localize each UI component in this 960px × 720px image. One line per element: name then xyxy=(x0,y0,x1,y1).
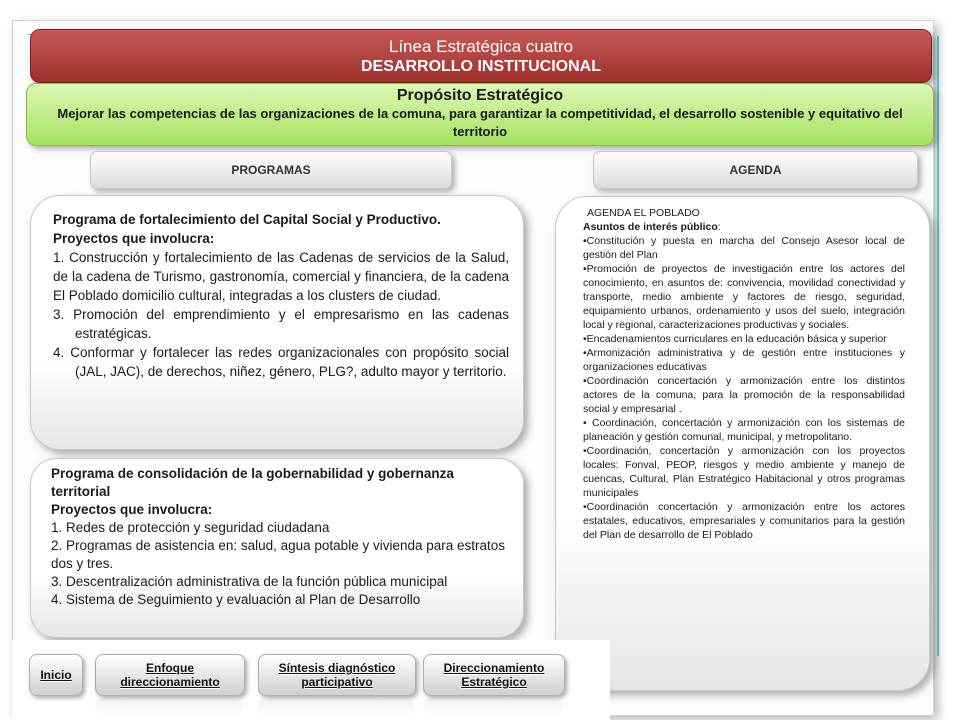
agenda-item: •Encadenamientos curriculares en la educación básica y superior xyxy=(583,333,887,345)
program-subtitle: Proyectos que involucra: xyxy=(51,502,213,517)
nav-inicio-button[interactable] xyxy=(29,654,83,696)
nav-sintesis-label: Síntesis diagnóstico participativo xyxy=(278,661,396,689)
purpose-heading: Propósito Estratégico xyxy=(396,87,564,104)
title-line-2: DESARROLLO INSTITUCIONAL xyxy=(361,58,601,75)
project-item: 3. Promoción del emprendimiento y el empresarismo en las cadenas estratégicas. xyxy=(53,307,509,341)
agenda-subtitle: Asuntos de interés público xyxy=(583,221,718,233)
agenda-header: AGENDA xyxy=(593,151,918,189)
project-item: 1. Construcción y fortalecimiento de las Cadenas de servicios de la Salud, de la cadena de Turismo, gastronomía, comercial y financiera, de la cadena El Poblado domicilio cultural, integradas a los clusters de ciudad. xyxy=(53,250,509,303)
agenda-item: •Armonización administrativa y de gestión entre instituciones y organizaciones educativas xyxy=(583,347,905,373)
nav-direccionamiento-button[interactable] xyxy=(423,654,565,696)
agenda-subtitle-colon: : xyxy=(717,221,721,233)
nav-direccionamiento-label: Direccionamiento Estratégico xyxy=(443,661,545,689)
program-card-capital-social xyxy=(30,195,524,450)
agenda-item: • Coordinación, concertación y armonización con los sistemas de planeación y gestión comunal, municipal, y metropolitano. xyxy=(583,417,905,443)
project-item: 2. Programas de asistencia en: salud, agua potable y vivienda para estratos dos y tres. xyxy=(51,538,506,571)
button-reflection xyxy=(423,698,563,716)
project-item: 4. Sistema de Seguimiento y evaluación al Plan de Desarrollo xyxy=(51,592,421,607)
agenda-title: AGENDA EL POBLADO xyxy=(587,207,700,219)
button-reflection xyxy=(95,698,243,716)
purpose-banner xyxy=(26,83,934,146)
agenda-card xyxy=(555,196,930,691)
agenda-item: •Coordinación concertación y armonización entre los actores estatales, educativos, empresariales y comunitarios para la gestión del Plan de desarrollo de El Poblado xyxy=(583,501,905,541)
purpose-text: Mejorar las competencias de las organizaciones de la comuna, para garantizar la competitividad, el desarrollo sostenible y equitativo del territorio xyxy=(57,106,903,139)
programas-header: PROGRAMAS xyxy=(90,151,452,189)
nav-enfoque-label: Enfoque direccionamiento xyxy=(120,661,220,689)
project-item: 3. Descentralización administrativa de la función pública municipal xyxy=(51,574,448,589)
side-accent-line xyxy=(937,36,939,656)
nav-sintesis-button[interactable] xyxy=(258,654,416,696)
agenda-item: •Coordinación concertación y armonización entre los distintos actores de la comuna, para la promoción de la responsabilidad social y empresarial . xyxy=(583,375,905,415)
project-item: 4. Conformar y fortalecer las redes organizacionales con propósito social (JAL, JAC), de derechos, niñez, género, PLG?, adulto mayor y territorio. xyxy=(53,345,509,379)
title-banner xyxy=(30,29,932,83)
agenda-item: •Promoción de proyectos de investigación entre los actores del conocimiento, en asuntos de: convivencia, movilidad conectividad y transporte, medio ambiente y factores de riesgo, seguridad, equipamiento urbanos, ordenamiento y usos del suelo, integración local y regional, caracterizaciones productivas y sociales. xyxy=(583,263,905,331)
nav-inicio-label: Inicio xyxy=(40,668,72,682)
agenda-item: •Constitución y puesta en marcha del Consejo Asesor local de gestión del Plan xyxy=(583,235,905,261)
program-title: Programa de fortalecimiento del Capital Social y Productivo. xyxy=(53,212,441,227)
title-line-1: Línea Estratégica cuatro xyxy=(388,37,574,56)
project-item: 1. Redes de protección y seguridad ciudadana xyxy=(51,520,330,535)
program-subtitle: Proyectos que involucra: xyxy=(53,231,215,246)
program-title: Programa de consolidación de la gobernabilidad y gobernanza territorial xyxy=(51,466,454,499)
program-card-gobernabilidad xyxy=(30,458,524,638)
button-reflection xyxy=(258,698,414,716)
nav-enfoque-button[interactable] xyxy=(95,654,245,696)
agenda-item: •Coordinación, concertación y armonización con los proyectos locales: Fonval, PEOP, riesgos y medio ambiente y manejo de cuencas, Cultural, Plan Estratégico Habitacional y otros programas municipales xyxy=(583,445,905,499)
